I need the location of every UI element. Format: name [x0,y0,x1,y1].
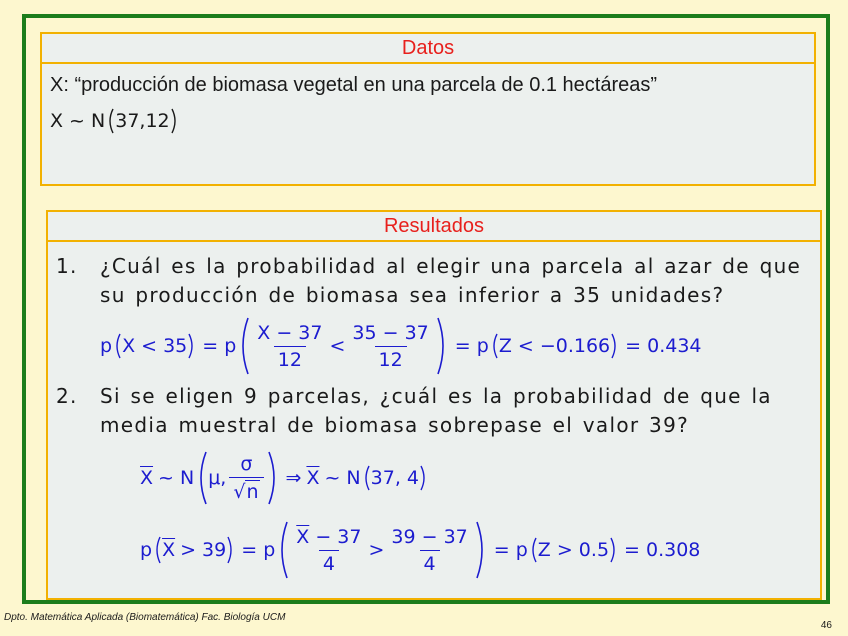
footer-department: Dpto. Matemática Aplicada (Biomatemática) Fac. Biología UCM [4,612,286,623]
f1-result: = 0.434 [625,335,702,357]
sd-big-paren-open [195,451,207,505]
sd-sigma: σ [240,453,253,475]
sqrt-sign: √ n [233,481,259,503]
f2-frac1-xbar: $\overline{X}$ [296,525,310,548]
distribution-lhs: X ~ N [50,110,106,132]
resultados-title: Resultados [48,212,820,242]
sd-implies: ⇒ [285,467,302,489]
f2-gt: > [368,539,385,561]
f2-z-event: Z > 0.5 [537,539,610,561]
sd-paren-close [420,465,428,491]
f2-big-paren-close [476,521,488,579]
f2-frac1-rest: − 37 [309,525,362,548]
formula-2 [140,520,700,580]
f1-frac1-den: 12 [274,346,306,371]
sd-fraction [229,453,263,503]
page-number: 46 [820,620,832,631]
question-1-text: ¿Cuál es la probabilidad al elegir una parcela al azar de que su producción de biomasa sea inferior a 35 unidades? [100,254,802,307]
f1-event: X < 35 [122,335,188,357]
question-2 [56,382,816,440]
f2-frac2-num: 39 − 37 [391,525,468,548]
f1-fraction-1 [253,322,326,371]
f2-xbar: $\overline{X}$ [162,539,176,561]
f1-eq2: = p [454,335,489,357]
f1-frac2-den: 12 [375,346,407,371]
f1-z-event: Z < −0.166 [498,335,611,357]
f2-paren-close [227,536,235,564]
sd-tilde-n-2: ~ N [324,467,361,489]
distribution-formula [50,108,180,134]
datos-panel [40,32,816,186]
f1-big-paren-open [237,317,249,375]
f1-frac1-num: X − 37 [257,321,323,344]
f1-paren-close [188,333,196,359]
question-1-number: 1. [56,254,78,278]
f1-paren-open [113,333,121,359]
f2-eq2: = p [493,539,528,561]
distribution-params: 37,12 [115,110,170,132]
question-1 [56,252,816,310]
f2-paren-open [153,536,161,564]
f1-z-paren-close [611,333,619,359]
sd-big-paren-close [268,451,280,505]
left-paren [106,108,114,134]
question-2-text: Si se eligen 9 parcelas, ¿cuál es la probabilidad de que la media muestral de biomasa sobrepase el valor 39? [100,384,772,437]
f2-p: p [140,539,153,561]
right-paren [171,108,179,134]
f1-big-paren-close [437,317,449,375]
sd-n: n [246,481,259,503]
f2-big-paren-open [276,521,288,579]
formula-1 [100,316,702,376]
question-2-number: 2. [56,384,78,408]
sampling-distribution [140,450,429,506]
f2-gt39: > 39 [180,539,227,561]
sd-tilde-n: ~ N [158,467,195,489]
f2-fraction-2 [387,526,471,575]
sd-xbar: $\overline{X}$ [140,467,154,489]
sd-paren-open [362,465,370,491]
f2-frac2-den: 4 [420,550,440,575]
variable-definition: X: “producción de biomasa vegetal en una parcela de 0.1 hectáreas” [50,74,658,96]
f1-eq1: = p [202,335,237,357]
f1-z-paren-open [490,333,498,359]
f1-fraction-2 [348,322,432,371]
f2-result: = 0.308 [624,539,701,561]
f2-z-paren-close [610,537,618,563]
sd-xbar-2: $\overline{X}$ [306,467,320,489]
resultados-panel [46,210,822,600]
sd-sqrt-n [229,477,263,503]
f2-frac1-num [292,526,365,550]
sd-params: 37, 4 [370,467,420,489]
f2-fraction-1 [292,526,365,575]
sd-mu: μ, [208,467,227,489]
datos-title: Datos [42,34,814,64]
f1-frac2-num: 35 − 37 [352,321,429,344]
f1-lt: < [329,335,346,357]
f2-z-paren-open [529,537,537,563]
f2-eq1: = p [241,539,276,561]
f1-p: p [100,335,113,357]
f2-frac1-den: 4 [319,550,339,575]
